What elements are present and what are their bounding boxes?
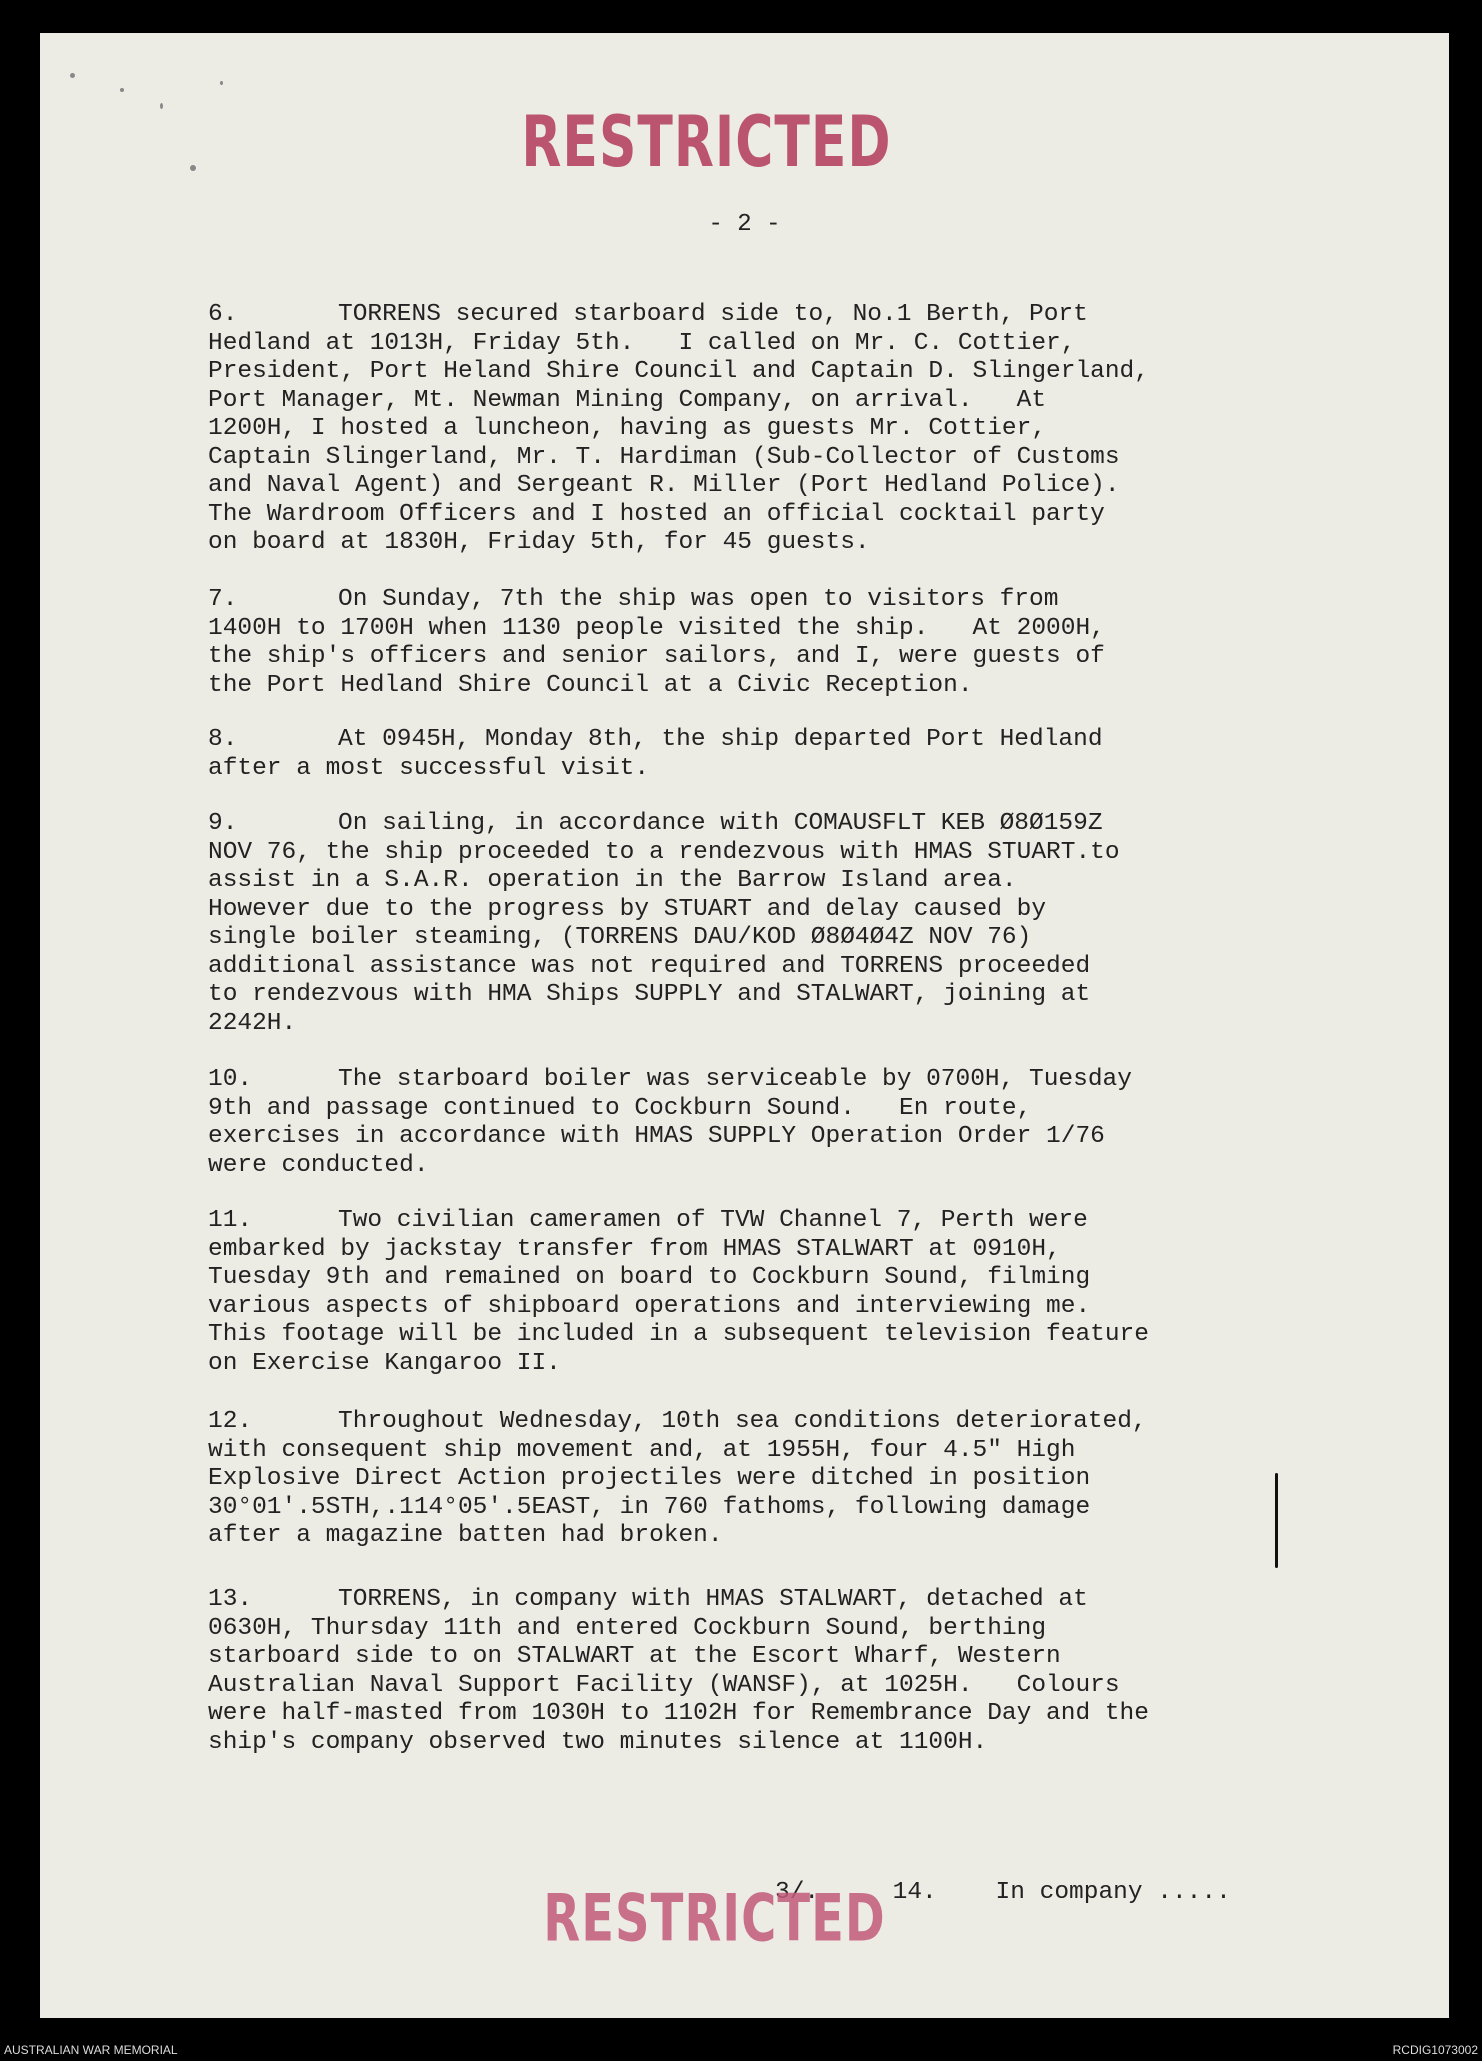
paragraph-13 <box>208 1586 1348 1757</box>
margin-sideline-mark <box>1275 1473 1278 1568</box>
paper-speck <box>70 73 75 78</box>
paragraph-10 <box>208 1066 1348 1180</box>
paragraph-text: Two civilian cameramen of TVW Channel 7, Perth were embarked by jackstay transfer from HMAS STALWART at 0910H, Tuesday 9th and remained on board to Cockburn Sound, filming various aspects of shipboard operations and interviewing me. This footage will be included in a subsequent television feature on Exercise Kangaroo II. <box>208 1207 1149 1377</box>
paragraph-text: At 0945H, Monday 8th, the ship departed Port Hedland after a most successful visit. <box>208 726 1103 782</box>
paragraph-number: 6. <box>208 301 238 328</box>
paragraph-6 <box>208 301 1348 558</box>
paper-speck <box>220 81 223 85</box>
paragraph-text: On Sunday, 7th the ship was open to visitors from 1400H to 1700H when 1130 people visited the ship. At 2000H, the ship's officers and senior sailors, and I, were guests of the Port Hedland Shire Council at a Civic Reception. <box>208 586 1105 699</box>
paragraph-text: On sailing, in accordance with COMAUSFLT KEB Ø8Ø159Z NOV 76, the ship proceeded to a rendezvous with HMAS STUART.to assist in a S.A.R. operation in the Barrow Island area. However due to the progress by STUART and delay caused by single boiler steaming, (TORRENS DAU/KOD Ø8Ø4Ø4Z NOV 76) additional assistance was not required and TORRENS proceeded to rendezvous with HMA Ships SUPPLY and STALWART, joining at 2242H. <box>208 810 1120 1037</box>
paragraph-7 <box>208 586 1348 700</box>
paragraph-number: 12. <box>208 1408 253 1435</box>
paragraph-text: TORRENS secured starboard side to, No.1 Berth, Port Hedland at 1013H, Friday 5th. I called on Mr. C. Cottier, President, Port Heland Shire Council and Captain D. Slingerland, Port Manager, Mt. Newman Mining Company, on arrival. At 1200H, I hosted a luncheon, having as guests Mr. Cottier, Captain Slingerland, Mr. T. Hardiman (Sub-Collector of Customs and Naval Agent) and Sergeant R. Miller (Port Hedland Police). The Wardroom Officers and I hosted an official cocktail party on board at 1830H, Friday 5th, for 45 guests. <box>208 301 1149 556</box>
archive-id: RCDIG1073002 <box>1392 2043 1478 2057</box>
document-page <box>40 33 1449 2018</box>
paragraph-number: 11. <box>208 1207 253 1234</box>
archive-name: AUSTRALIAN WAR MEMORIAL <box>4 2043 178 2057</box>
paper-speck <box>120 88 124 92</box>
paragraph-8 <box>208 726 1348 783</box>
paragraph-number: 9. <box>208 810 238 837</box>
paragraph-number: 8. <box>208 726 238 753</box>
restricted-stamp-top: RESTRICTED <box>521 102 892 184</box>
restricted-stamp-bottom: RESTRICTED <box>543 1881 886 1957</box>
paragraph-number: 10. <box>208 1066 253 1093</box>
paragraph-11 <box>208 1207 1348 1378</box>
paragraph-text: The starboard boiler was serviceable by 0700H, Tuesday 9th and passage continued to Cockburn Sound. En route, exercises in accordance with HMAS SUPPLY Operation Order 1/76 were conducted. <box>208 1066 1132 1179</box>
page-number: - 2 - <box>708 211 781 238</box>
paragraph-text: TORRENS, in company with HMAS STALWART, detached at 0630H, Thursday 11th and entered Cockburn Sound, berthing starboard side to on STALWART at the Escort Wharf, Western Australian Naval Support Facility (WANSF), at 1025H. Colours were half-masted from 1030H to 1102H for Remembrance Day and the ship's company observed two minutes silence at 1100H. <box>208 1586 1149 1756</box>
paragraph-number: 13. <box>208 1586 253 1613</box>
paragraph-9 <box>208 810 1348 1038</box>
paragraph-text: Throughout Wednesday, 10th sea conditions deteriorated, with consequent ship movement and, at 1955H, four 4.5" High Explosive Direct Action projectiles were ditched in position 30°01'.5STH,.114°05'.5EAST, in 760 fathoms, following damage after a magazine batten had broken. <box>208 1408 1147 1549</box>
archive-caption-bar <box>0 2038 1482 2061</box>
paragraph-12 <box>208 1408 1348 1551</box>
continuation-footer: 3/. 14. In company ..... <box>775 1879 1231 1906</box>
paragraph-number: 7. <box>208 586 238 613</box>
